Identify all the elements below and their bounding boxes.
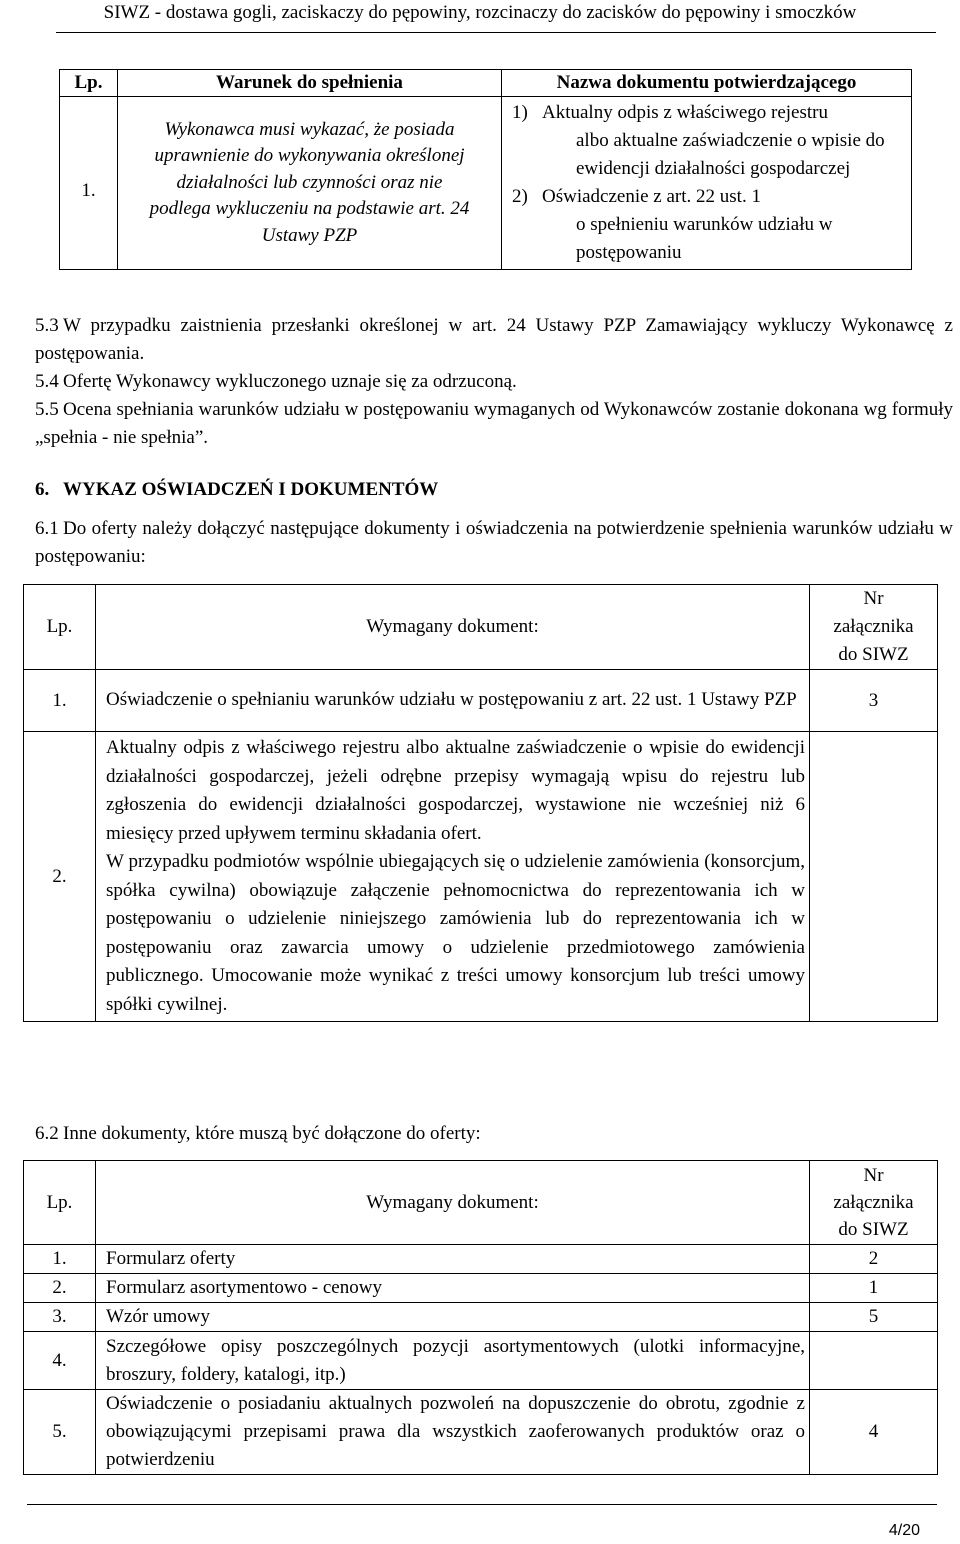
row-number: 3. (24, 1303, 96, 1332)
section-title: WYKAZ OŚWIADCZEŃ I DOKUMENTÓW (63, 479, 439, 500)
table-row (60, 97, 912, 270)
row-number: 1. (24, 670, 96, 732)
paragraph-5-3 (35, 312, 953, 368)
attachment-number (810, 732, 938, 1022)
attachment-number: 2 (810, 1245, 938, 1274)
table-row (24, 1332, 938, 1390)
document-header: SIWZ - dostawa gogli, zaciskaczy do pępowiny, rozcinaczy do zacisków do pępowiny i smoczków (103, 2, 857, 23)
row-number: 1. (24, 1245, 96, 1274)
list-item-first-line: Aktualny odpis z właściwego rejestru (542, 102, 828, 123)
paragraph-6-2 (35, 1120, 953, 1148)
paragraph-6-1 (35, 515, 953, 571)
conditions-table (59, 69, 912, 270)
paragraph-text: Inne dokumenty, które muszą być dołączone do oferty: (63, 1123, 481, 1144)
row-number: 5. (24, 1390, 96, 1475)
table-row (24, 670, 938, 732)
col-header-required-document: Wymagany dokument: (96, 1161, 810, 1245)
conditions-table-header (60, 70, 912, 97)
list-item (512, 183, 907, 267)
required-documents-header (24, 585, 938, 670)
section-heading-6 (35, 476, 953, 504)
document-description: Oświadczenie o spełnianiu warunków udziału w postępowaniu z art. 22 ust. 1 Ustawy PZP (96, 670, 810, 732)
list-number: 1) (512, 102, 528, 123)
section-number: 6. (35, 479, 50, 500)
document-description: Oświadczenie o posiadaniu aktualnych pozwoleń na dopuszczenie do obrotu, zgodnie z obowiązującymi przepisami prawa dla wszystkich zaoferowanych produktów oraz o potwierdzeniu (96, 1390, 810, 1475)
table-row (24, 1245, 938, 1274)
document-description: Wzór umowy (96, 1303, 810, 1332)
other-documents-header (24, 1161, 938, 1245)
condition-text (118, 97, 502, 270)
header-divider (56, 32, 936, 33)
header-line: załącznika (833, 616, 914, 637)
col-header-attachment-number (810, 585, 938, 670)
document-description: Formularz oferty (96, 1245, 810, 1274)
col-header-document-name: Nazwa dokumentu potwierdzającego (502, 70, 912, 97)
paragraph-number: 5.3 (35, 315, 59, 336)
list-item-first-line: Oświadczenie z art. 22 ust. 1 (542, 186, 761, 207)
attachment-number (810, 1332, 938, 1390)
paragraph-text: Do oferty należy dołączyć następujące dokumenty i oświadczenia na potwierdzenie spełnienia warunków udziału w postępowaniu: (35, 518, 953, 567)
col-header-lp: Lp. (24, 1161, 96, 1245)
col-header-condition: Warunek do spełnienia (118, 70, 502, 97)
header-line: do SIWZ (838, 644, 909, 665)
other-documents-table (23, 1160, 938, 1475)
page-number: 4/20 (888, 1522, 920, 1539)
table-row (24, 1303, 938, 1332)
table-row (24, 1390, 938, 1475)
row-number: 4. (24, 1332, 96, 1390)
attachment-number: 4 (810, 1390, 938, 1475)
row-number: 2. (24, 732, 96, 1022)
attachment-number: 5 (810, 1303, 938, 1332)
table-row (24, 1274, 938, 1303)
col-header-attachment-number (810, 1161, 938, 1245)
col-header-lp: Lp. (24, 585, 96, 670)
document-description-part: W przypadku podmiotów wspólnie ubiegających się o udzielenie zamówienia (konsorcjum, spółka cywilna) obowiązuje załączenie pełnomocnictwa do reprezentowania ich w postępowaniu o udzielenie niniejszego zamówienia lub do reprezentowania ich w postępowaniu oraz zawarcia umowy o udzielenie przedmiotowego zamówienia publicznego. Umocowanie może wynikać z treści umowy konsorcjum lub treści umowy spółki cywilnej. (106, 851, 805, 1015)
list-item-continuation: albo aktualne zaświadczenie o wpisie do ewidencji działalności gospodarczej (576, 130, 885, 179)
required-documents-table (23, 584, 938, 1022)
table-row (24, 732, 938, 1022)
row-number: 1. (60, 97, 118, 270)
paragraph-text: Ofertę Wykonawcy wykluczonego uznaje się za odrzuconą. (63, 371, 517, 392)
paragraph-number: 6.2 (35, 1123, 59, 1144)
footer-divider (27, 1504, 937, 1505)
row-number: 2. (24, 1274, 96, 1303)
paragraph-number: 6.1 (35, 518, 59, 539)
header-line: Nr (863, 588, 884, 609)
paragraph-number: 5.5 (35, 399, 59, 420)
paragraph-5-4 (35, 368, 953, 396)
paragraph-number: 5.4 (35, 371, 59, 392)
header-line: do SIWZ (838, 1219, 909, 1240)
document-description: Formularz asortymentowo - cenowy (96, 1274, 810, 1303)
list-item (512, 99, 907, 183)
condition-text-body: Wykonawca musi wykazać, że posiada uprawnienie do wykonywania określonej działalności lub czynności oraz nie podlega wykluczeniu na podstawie art. 24 Ustawy PZP (149, 118, 470, 246)
header-line: Nr (863, 1165, 884, 1186)
paragraph-text: W przypadku zaistnienia przesłanki określonej w art. 24 Ustawy PZP Zamawiający wykluczy Wykonawcę z postępowania. (35, 315, 953, 364)
attachment-number: 1 (810, 1274, 938, 1303)
col-header-lp: Lp. (60, 70, 118, 97)
paragraph-5-5 (35, 396, 953, 452)
document-description-part: Aktualny odpis z właściwego rejestru albo aktualne zaświadczenie o wpisie do ewidencji działalności gospodarczej, jeżeli odrębne przepisy wymagają wpisu do rejestru lub zgłoszenia do ewidencji działalności gospodarczej, wystawione nie wcześniej niż 6 miesięcy przed upływem terminu składania ofert. (106, 737, 805, 844)
document-description: Szczegółowe opisy poszczególnych pozycji asortymentowych (ulotki informacyjne, broszury, foldery, katalogi, itp.) (96, 1332, 810, 1390)
document-description (96, 732, 810, 1022)
header-line: załącznika (833, 1192, 914, 1213)
attachment-number: 3 (810, 670, 938, 732)
list-number: 2) (512, 186, 528, 207)
col-header-required-document: Wymagany dokument: (96, 585, 810, 670)
list-item-continuation: o spełnieniu warunków udziału w postępowaniu (576, 214, 833, 263)
document-list (502, 97, 912, 270)
paragraph-text: Ocena spełniania warunków udziału w postępowaniu wymaganych od Wykonawców zostanie dokonana wg formuły „spełnia - nie spełnia”. (35, 399, 953, 448)
